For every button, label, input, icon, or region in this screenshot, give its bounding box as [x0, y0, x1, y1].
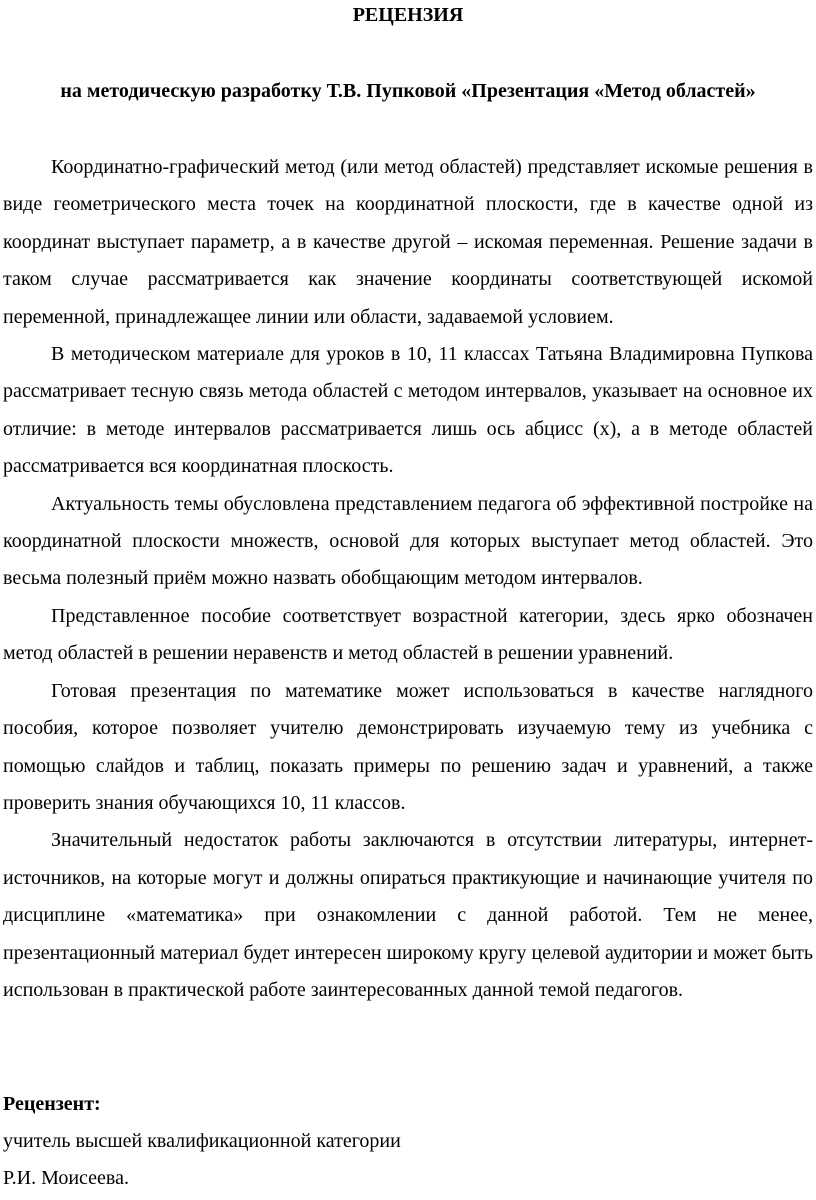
paragraph-usage: Готовая презентация по математике может использоваться в качестве наглядного пособия, которое позволяет учителю демонстрировать изучаемую тему из учебника с помощью слайдов и таблиц, показать примеры по решению задач и уравнений, а также проверить знания обучающихся 10, 11 классов.: [3, 679, 813, 814]
reviewer-signature-block: [3, 1086, 813, 1197]
document-subtitle: на методическую разработку Т.В. Пупковой «Презентация «Метод областей»: [60, 80, 756, 102]
paragraph-method-description: Координатно-графический метод (или метод областей) представляет искомые решения в виде геометрического места точек на координатной плоскости, где в качестве одной из координат выступает параметр, а в качестве другой – искомая переменная. Решение задачи в таком случае рассматривается как значение координаты соответствующей искомой переменной, принадлежащее линии или области, задаваемой условием.: [3, 156, 813, 328]
document-title: РЕЦЕНЗИЯ: [352, 4, 464, 26]
reviewer-name: Р.И. Моисеева.: [3, 1167, 129, 1189]
paragraph-drawbacks: Значительный недостаток работы заключаются в отсутствии литературы, интернет-источников, на которые могут и должны опираться практикующие и начинающие учителя по дисциплине «математика» при ознакомлении с данной работой. Тем не менее, презентационный материал будет интересен широкому кругу целевой аудитории и может быть использован в практической работе заинтересованных данной темой педагогов.: [3, 829, 813, 1001]
paragraph-age-category: Представленное пособие соответствует возрастной категории, здесь ярко обозначен метод областей в решении неравенств и метод областей в решении уравнений.: [3, 604, 813, 665]
review-body: [3, 149, 813, 1009]
reviewer-position: учитель высшей квалификационной категории: [3, 1130, 401, 1152]
paragraph-relevance: Актуальность темы обусловлена представлением педагога об эффективной постройке на координатной плоскости множеств, основой для которых выступает метод областей. Это весьма полезный приём можно назвать обобщающим методом интервалов.: [3, 492, 813, 590]
paragraph-material-overview: В методическом материале для уроков в 10, 11 классах Татьяна Владимировна Пупкова рассматривает тесную связь метода областей с методом интервалов, указывает на основное их отличие: в методе интервалов рассматривается лишь ось абцисс (х), а в методе областей рассматривается вся координатная плоскость.: [3, 343, 813, 478]
reviewer-label: Рецензент:: [3, 1093, 101, 1115]
